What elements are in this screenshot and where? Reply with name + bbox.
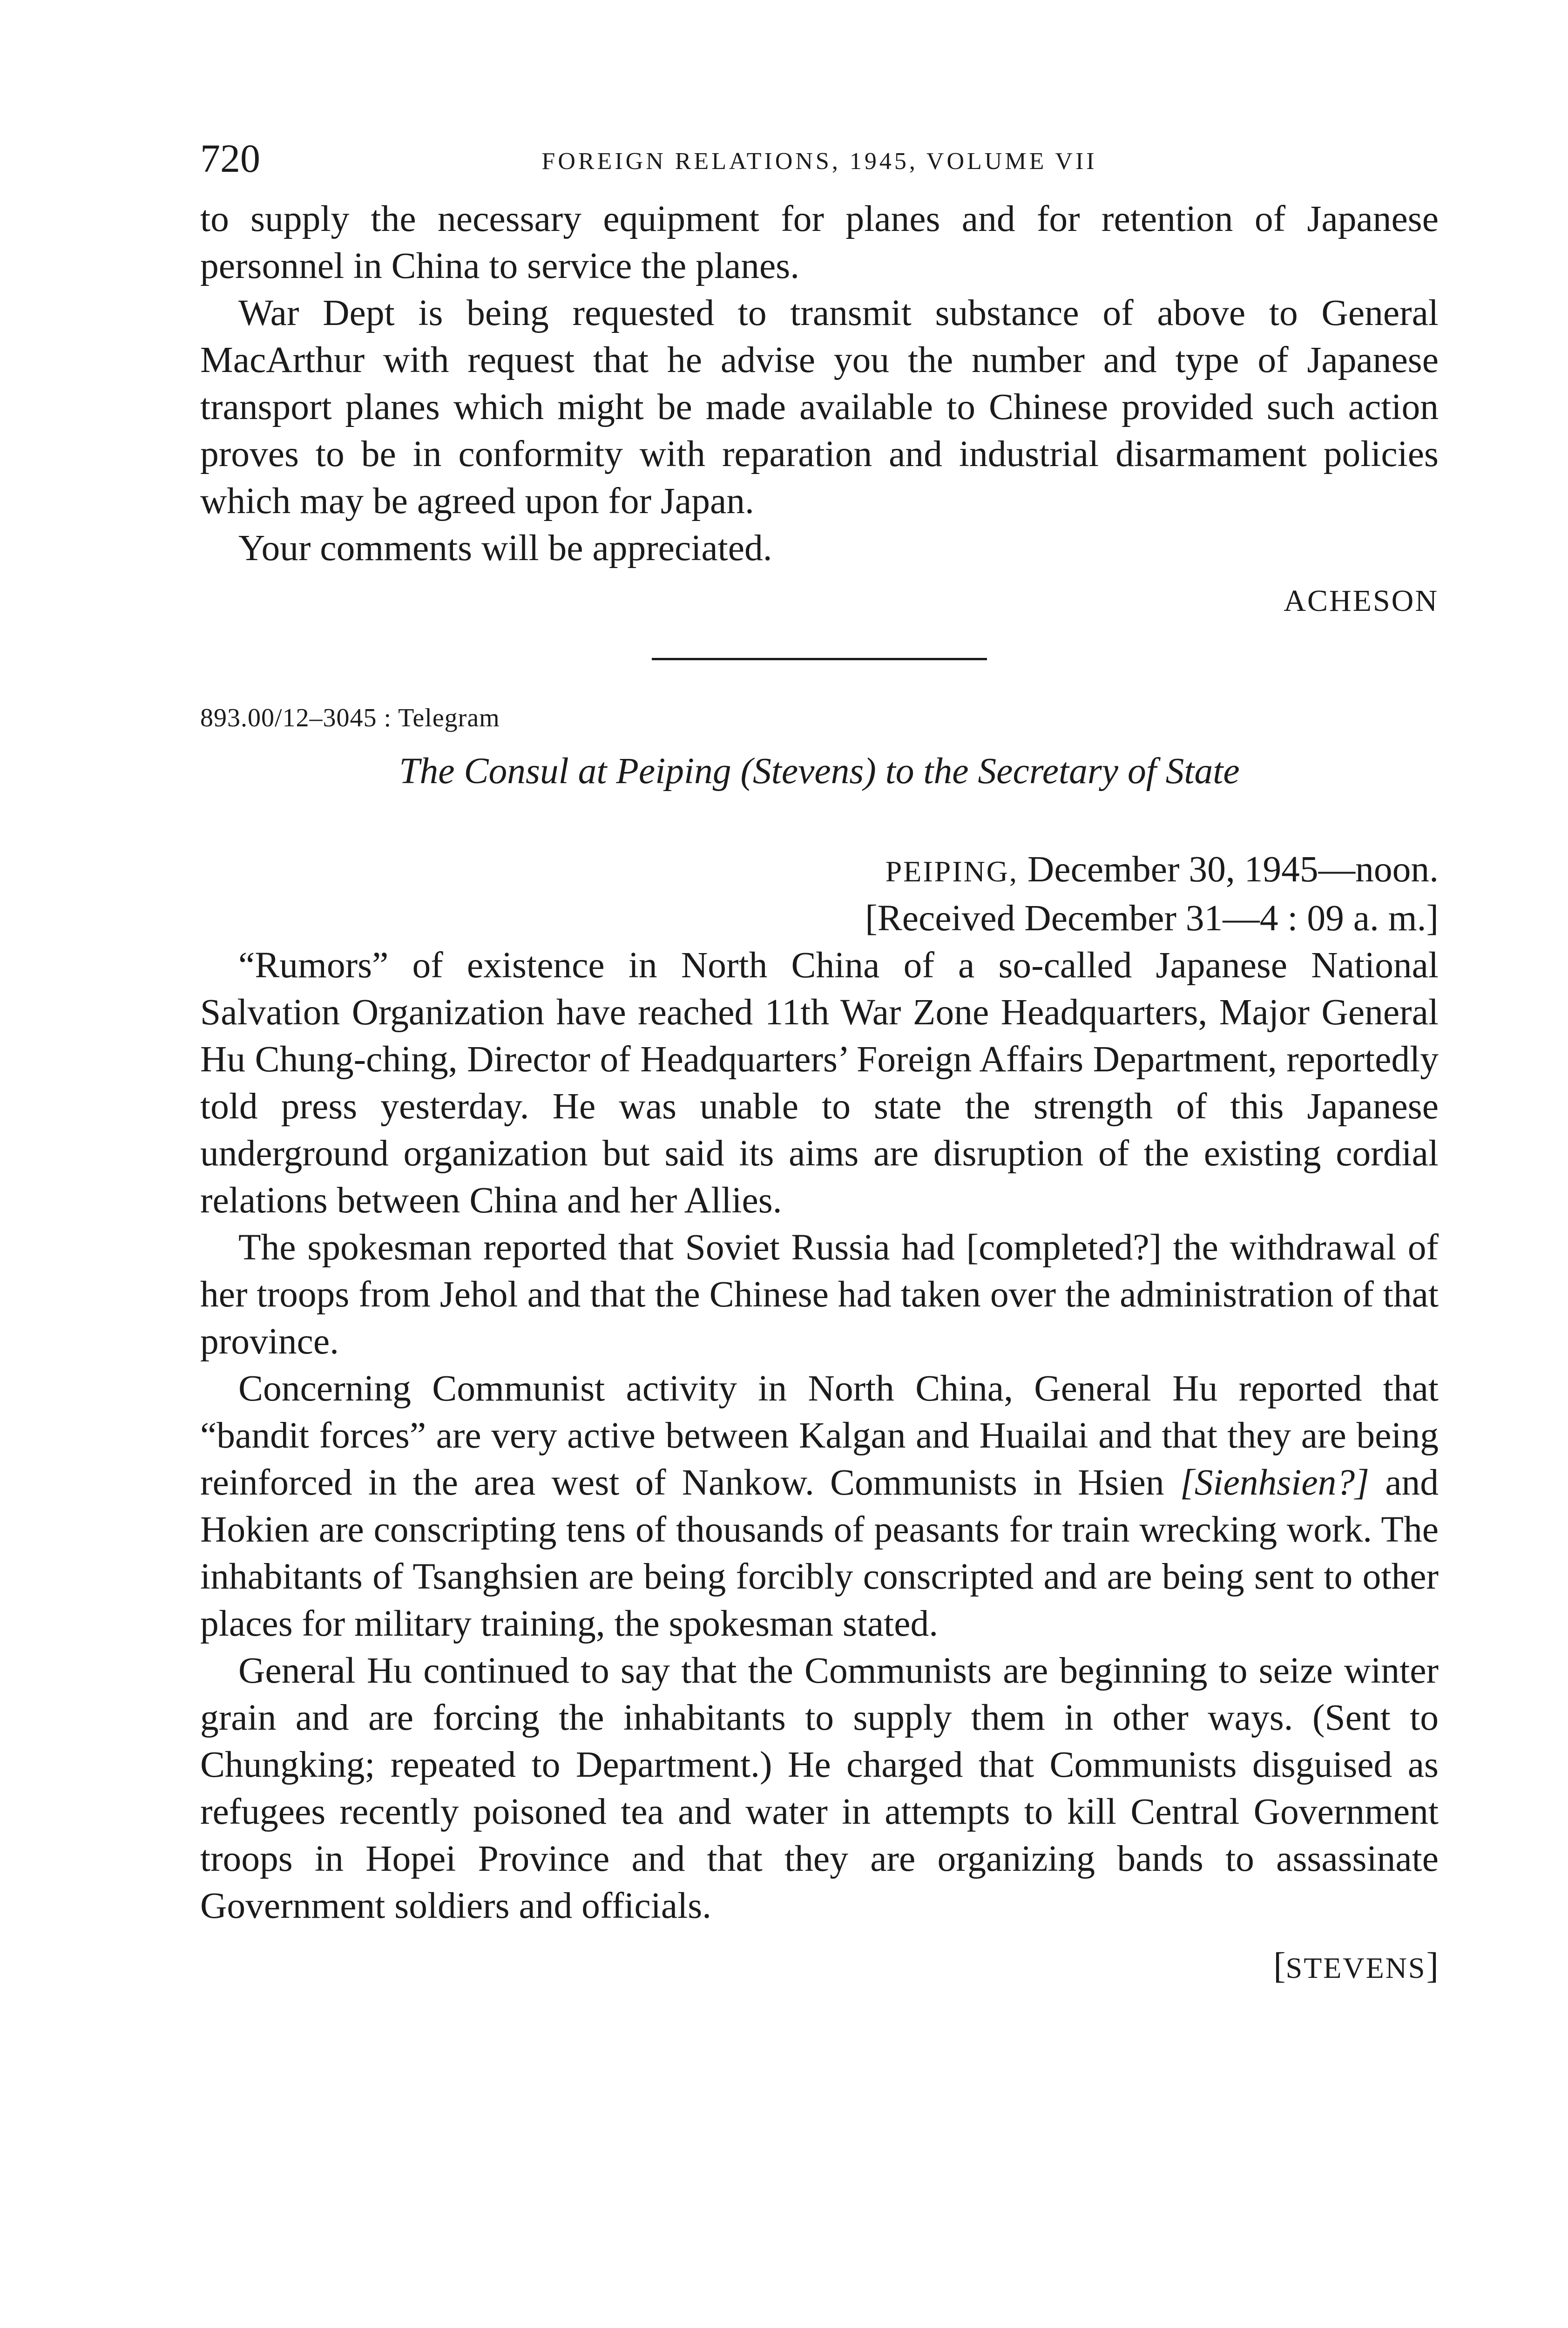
document-page bbox=[200, 135, 1439, 1991]
paragraph: Your comments will be appreciated. bbox=[238, 528, 772, 568]
section-stevens bbox=[200, 942, 1439, 1991]
dateline bbox=[200, 846, 1439, 895]
signature-name: STEVENS bbox=[1285, 1951, 1426, 1984]
running-head bbox=[200, 135, 1439, 196]
paragraph: War Dept is being requested to transmit substance of above to General MacArthur with request that he advise you the number and type of Japanese transport planes which might be made available to Chinese provided such action proves to be in conformity with reparation and industrial disarmament policies which may be agreed upon for Japan. bbox=[200, 292, 1439, 521]
bracket-close: ] bbox=[1426, 1945, 1439, 1986]
paragraph-text: Concerning Communist activity in North China, General Hu reported that “bandit forces” are very active between Kalgan and Huailai and that they are being reinforced in the area west of Nankow. Communists in Hsien bbox=[200, 1368, 1439, 1503]
dateline-date: December 30, 1945—noon. bbox=[1018, 849, 1439, 890]
signature-acheson: ACHESON bbox=[1284, 584, 1439, 618]
paragraph: to supply the necessary equipment for planes and for retention of Japanese personnel in China to service the planes. bbox=[200, 198, 1439, 286]
document-reference: 893.00/12–3045 : Telegram bbox=[200, 704, 500, 732]
running-title: FOREIGN RELATIONS, 1945, VOLUME VII bbox=[541, 148, 1097, 175]
signature-stevens bbox=[200, 1942, 1439, 1991]
section-divider bbox=[652, 658, 987, 660]
dateline-place: PEIPING, bbox=[885, 855, 1018, 888]
paragraph: The spokesman reported that Soviet Russia had [completed?] the withdrawal of her troops from Jehol and that the Chinese had taken over the administration of that province. bbox=[200, 1227, 1439, 1362]
bracket-open: [ bbox=[1273, 1945, 1286, 1986]
italic-insertion: [Sienhsien?] bbox=[1180, 1462, 1370, 1503]
section-acheson bbox=[200, 196, 1439, 624]
paragraph-text: and Hokien are conscripting tens of thousands of peasants for train wrecking work. The inhabitants of Tsanghsien are being forcibly conscripted and are being sent to other places for military training, the spokesman stated. bbox=[200, 1462, 1439, 1644]
document-title: The Consul at Peiping (Stevens) to the Secretary of State bbox=[399, 751, 1240, 792]
paragraph: General Hu continued to say that the Communists are beginning to seize winter grain and are forcing the inhabitants to supply them in other ways. (Sent to Chungking; repeated to Department.) He charged that Communists disguised as refugees recently poisoned tea and water in attempts to kill Central Government troops in Hopei Province and that they are organizing bands to assassinate Government soldiers and officials. bbox=[200, 1650, 1439, 1926]
received-line: [Received December 31—4 : 09 a. m.] bbox=[865, 898, 1439, 939]
paragraph bbox=[200, 1365, 1439, 1647]
paragraph: “Rumors” of existence in North China of a so-called Japanese National Salvation Organization have reached 11th War Zone Headquarters, Major General Hu Chung-ching, Director of Headquarters’ Foreign Affairs Department, reportedly told press yesterday. He was unable to state the strength of this Japanese underground organization but said its aims are disruption of the existing cordial relations between China and her Allies. bbox=[200, 945, 1439, 1221]
page-number: 720 bbox=[200, 136, 260, 181]
